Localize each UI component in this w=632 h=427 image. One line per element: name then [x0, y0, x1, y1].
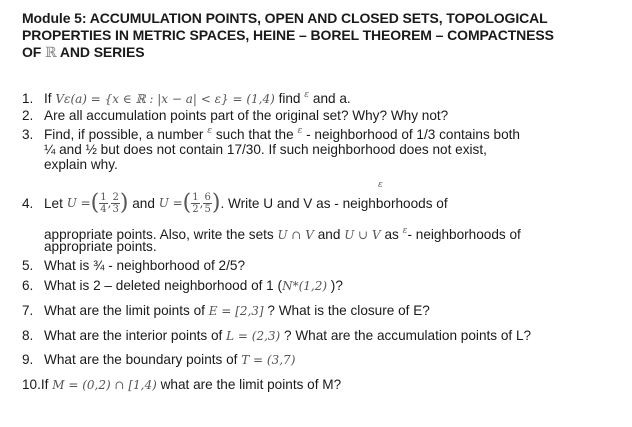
question-number: 2.: [22, 108, 34, 123]
fraction: $\frac{2}{3}$: [112, 192, 119, 215]
union-formula: U ∪ V: [344, 228, 381, 242]
set-l-formula: L = (2,3): [226, 329, 281, 343]
question-number: 3.: [22, 127, 34, 142]
question-text-line-2: ¼ and ½ but does not contain 17/30. If such neighborhood does not exist,: [44, 142, 487, 157]
epsilon-symbol: ε: [304, 90, 310, 100]
set-m-formula: M = (0,2) ∩ [1,4): [52, 378, 157, 392]
fraction: $\frac{1}{4}$: [100, 192, 107, 215]
neighborhood-formula: Vε(a) = {x ∈ ℝ : |x − a| < ε} = (1,4): [55, 92, 275, 106]
question-number: 4.: [22, 196, 34, 211]
question-6: 6. What is 2 – deleted neighborhood of 1 (N*(1,2) )?: [22, 278, 343, 293]
question-5: [22, 258, 622, 273]
question-4: 4. Let U =( $\frac{1}{4}$ , $\frac{2}{3}$ ) and U =( $\frac{1}{2}$ , $\frac{6}{5}$ ). Write U and V as - neighborhoods of: [22, 190, 448, 216]
epsilon-symbol: ε: [207, 126, 213, 136]
epsilon-symbol: ε: [402, 226, 408, 236]
fraction: $\frac{6}{5}$: [204, 192, 211, 215]
title-line-1: Module 5: ACCUMULATION POINTS, OPEN AND CLOSED SETS, TOPOLOGICAL: [22, 10, 548, 26]
question-3: 3. Find, if possible, a number $^\varepsilon$ such that the $^\varepsilon$ - neighborhood of 1/3 contains both ¼ and ½ but does not contain 17/30. If such neighborhood does not exist, explain why.: [22, 124, 622, 172]
question-number: 7.: [22, 303, 34, 318]
set-v-label: U =: [158, 196, 183, 210]
intersection-formula: U ∩ V: [277, 228, 314, 242]
epsilon-symbol: ε: [297, 126, 303, 136]
question-8: 8. What are the interior points of L = (2,3) ? What are the accumulation points of L?: [22, 328, 532, 343]
question-text-line-3: explain why.: [44, 157, 118, 172]
question-4-line-3: appropriate points.: [44, 239, 157, 254]
question-text: What is ¾ - neighborhood of 2/5?: [44, 258, 246, 273]
question-number: 10.: [22, 377, 41, 392]
title-line-2: PROPERTIES IN METRIC SPACES, HEINE – BOREL THEOREM – COMPACTNESS: [22, 27, 554, 43]
question-7: 7. What are the limit points of E = [2,3] ? What is the closure of E?: [22, 303, 430, 318]
question-10: 10.If M = (0,2) ∩ [1,4) what are the limit points of M?: [22, 377, 342, 392]
set-u-label: U =: [66, 196, 91, 210]
question-9: 9. What are the boundary points of T = (3,7): [22, 352, 296, 367]
set-t-formula: T = (3,7): [241, 353, 296, 367]
reals-symbol: ℝ: [45, 45, 57, 61]
question-2: [22, 108, 622, 123]
title-line-3: OF ℝ AND SERIES: [22, 44, 145, 61]
question-number: 6.: [22, 278, 34, 293]
question-number: 1.: [22, 91, 34, 106]
question-4-epsilon: ε: [378, 180, 383, 190]
question-number: 9.: [22, 352, 34, 367]
question-1: 1. If Vε(a) = {x ∈ ℝ : |x − a| < ε} = (1,4) find $^\varepsilon$ and a.: [22, 90, 351, 106]
question-number: 8.: [22, 328, 34, 343]
question-4-line-2: appropriate points. Also, write the sets U ∩ V and U ∪ V as $^\varepsilon$- neighborhoods of: [44, 226, 521, 242]
deleted-neighborhood-formula: N*(1,2): [282, 279, 328, 293]
set-e-formula: E = [2,3]: [208, 304, 264, 318]
question-text: Are all accumulation points part of the original set? Why? Why not?: [44, 108, 449, 123]
fraction: $\frac{1}{2}$: [192, 192, 199, 215]
module-title: [22, 10, 622, 62]
question-number: 5.: [22, 258, 34, 273]
